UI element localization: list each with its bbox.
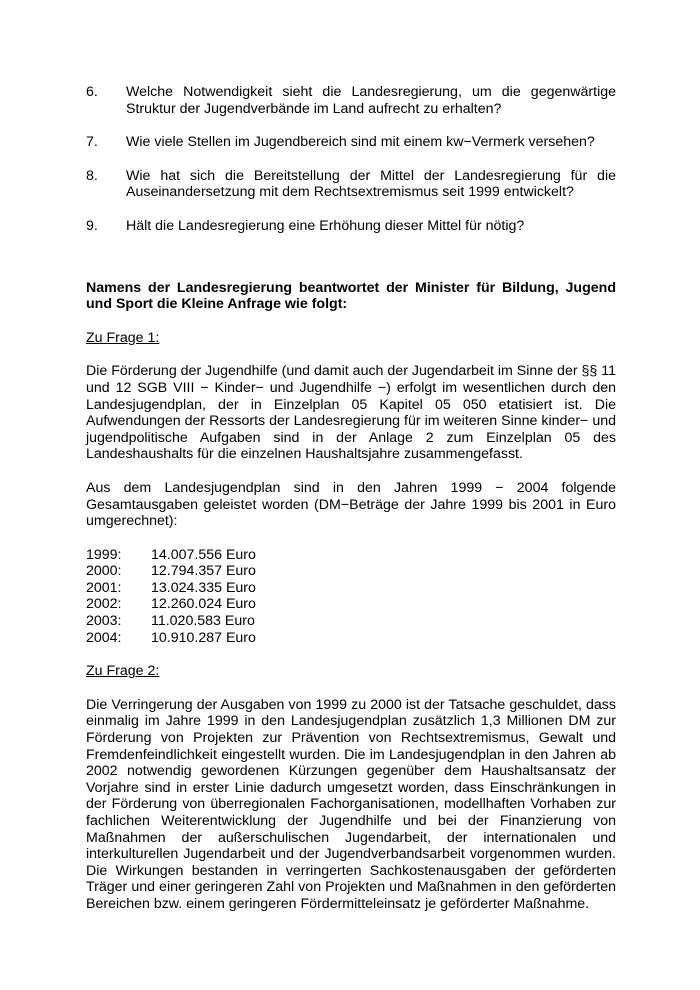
question-number: 7. bbox=[86, 134, 98, 151]
expenditure-year: 2003: bbox=[86, 613, 122, 630]
question-text: Wie viele Stellen im Jugendbereich sind mit einem kw−Vermerk versehen? bbox=[126, 134, 595, 151]
expenditure-row bbox=[86, 630, 616, 647]
expenditure-year: 2001: bbox=[86, 579, 122, 596]
expenditure-row bbox=[86, 547, 616, 564]
paragraph: Aus dem Landesjugendplan sind in den Jahren 1999 − 2004 folgende Gesamtausgaben geleistet worden (DM−Beträge der Jahre 1999 bis 2001 in Euro umgerechnet): bbox=[86, 479, 616, 530]
section-title-frage-1: Zu Frage 1: bbox=[86, 329, 160, 346]
expenditure-year: 2000: bbox=[86, 563, 122, 580]
expenditure-value: 12.260.024 Euro bbox=[151, 596, 256, 613]
expenditure-row bbox=[86, 580, 616, 597]
question-number: 6. bbox=[86, 84, 98, 100]
question-number: 9. bbox=[86, 217, 98, 234]
expenditure-value: 14.007.556 Euro bbox=[151, 546, 256, 563]
expenditure-row bbox=[86, 613, 616, 630]
question-item bbox=[86, 218, 616, 235]
question-list bbox=[86, 84, 616, 235]
expenditure-value: 11.020.583 Euro bbox=[151, 613, 255, 630]
question-text: Wie hat sich die Bereitstellung der Mittel der Landesregierung für die Auseinandersetzung mit dem Rechtsextremismus seit 1999 entwickelt? bbox=[126, 167, 616, 201]
expenditure-value: 13.024.335 Euro bbox=[151, 579, 256, 596]
paragraph: Die Förderung der Jugendhilfe (und damit auch der Jugendarbeit im Sinne der §§ 11 und 12 SGB VIII − Kinder− und Jugendhilfe −) erfolgt im wesentlichen durch den Landesjugendplan, der in Einzelplan 05 Kapitel 05 050 etatisiert ist. Die Aufwendungen der Ressorts der Landesregierung für im weiteren Sinne kinder− und jugendpolitische Aufgaben sind in der Anlage 2 zum Einzelplan 05 des Landeshaushalts für die einzelnen Haushaltsjahre zusammengefasst. bbox=[86, 363, 616, 463]
section-title-frage-2: Zu Frage 2: bbox=[86, 663, 160, 680]
expenditure-year: 1999: bbox=[86, 546, 122, 563]
question-item bbox=[86, 134, 616, 151]
expenditure-year: 2004: bbox=[86, 629, 122, 646]
question-item bbox=[86, 84, 616, 117]
expenditure-list bbox=[86, 547, 616, 647]
question-text: Welche Notwendigkeit sieht die Landesregierung, um die gegenwärtige Struktur der Jugendverbände im Land aufrecht zu erhalten? bbox=[126, 84, 616, 117]
question-number: 8. bbox=[86, 167, 98, 184]
expenditure-year: 2002: bbox=[86, 596, 122, 613]
expenditure-row bbox=[86, 596, 616, 613]
question-item bbox=[86, 168, 616, 201]
paragraph: Die Verringerung der Ausgaben von 1999 zu 2000 ist der Tatsache geschuldet, dass einmalig im Jahre 1999 in den Landesjugendplan zusätzlich 1,3 Millionen DM zur Förderung von Projekten zur Prävention von Rechtsextremismus, Gewalt und Fremdenfeindlichkeit eingestellt wurden. Die im Landesjugendplan in den Jahren ab 2002 notwendig gewordenen Kürzungen gegenüber dem Haushaltsansatz der Vorjahre sind in erster Linie dadurch umgesetzt worden, dass Einschränkungen in der Förderung von überregionalen Fachorganisationen, modellhaften Vorhaben zur fachlichen Weiterentwicklung der Jugendhilfe und bei der Finanzierung von Maßnahmen der außerschulischen Jugendarbeit, der internationalen und interkulturellen Jugendarbeit und der Jugendverbandsarbeit vorgenommen wurden. Die Wirkungen bestanden in verringerten Sachkostenausgaben der geförderten Träger und einer geringeren Zahl von Projekten und Maßnahmen in den geförderten Bereichen bzw. einem geringeren Fördermitteleinsatz je geförderter Maßnahme. bbox=[86, 696, 616, 912]
expenditure-value: 10.910.287 Euro bbox=[151, 629, 256, 646]
question-text: Hält die Landesregierung eine Erhöhung dieser Mittel für nötig? bbox=[126, 217, 525, 234]
expenditure-row bbox=[86, 563, 616, 580]
expenditure-value: 12.794.357 Euro bbox=[151, 563, 256, 580]
document-page bbox=[86, 84, 616, 913]
answer-heading: Namens der Landesregierung beantwortet der Minister für Bildung, Jugend und Sport die Kleine Anfrage wie folgt: bbox=[86, 279, 616, 313]
